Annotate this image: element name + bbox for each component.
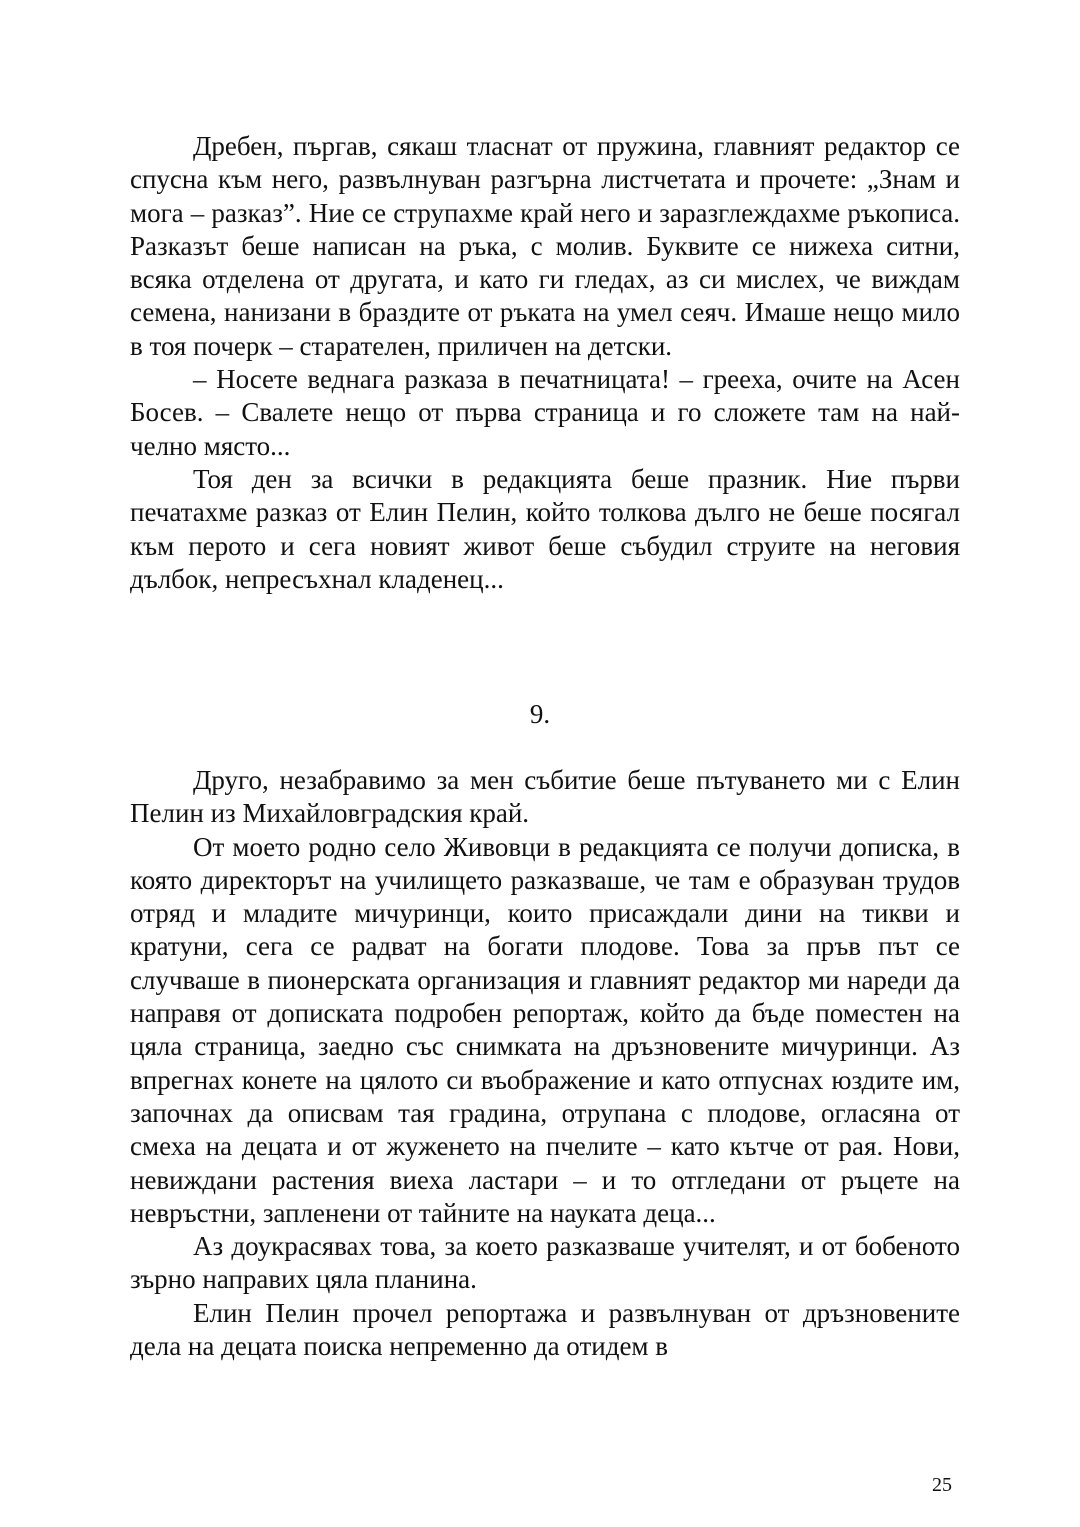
text-section-2 xyxy=(130,764,960,1363)
chapter-heading: 9. xyxy=(529,699,551,729)
paragraph: Друго, незабравимо за мен събитие беше пътуването ми с Елин Пелин из Михайловградския край. xyxy=(130,765,960,829)
page-number: 25 xyxy=(932,1474,952,1496)
paragraph: Елин Пелин прочел репортажа и развълнуван от дръзновените дела на децата поиска непременно да отидем в xyxy=(130,1297,960,1362)
paragraph: Тоя ден за всички в редакцията беше празник. Ние първи печатахме разказ от Елин Пелин, който толкова дълго не беше посягал към перото и сега новият живот беше събудил струите на неговия дълбок, непресъхнал кладенец... xyxy=(130,463,960,594)
paragraph: Дребен, пъргав, сякаш тласнат от пружина, главният редактор се спусна към него, развълнуван разгърна листчетата и прочете: „Знам и мога – разказ”. Ние се струпахме край него и заразглеждахме ръкописа. Разказът беше написан на ръка, с молив. Буквите се нижеха ситни, всяка отделена от другата, и като ги гледах, аз си мислех, че виждам семена, нанизани в браздите от ръката на умел сеяч. Имаше нещо мило в тоя почерк – старателен, приличен на детски. xyxy=(130,131,960,361)
paragraph: Аз доукрасявах това, за което разказваше учителят, и от бобеното зърно направих цяла планина. xyxy=(130,1231,960,1295)
text-section-1 xyxy=(130,130,960,596)
paragraph: – Носете веднага разказа в печатницата! – грееха, очите на Асен Босев. – Свалете нещо от първа страница и го сложете там на най-челно място... xyxy=(130,364,960,461)
paragraph: От моето родно село Живовци в редакцията се получи дописка, в която директорът на училището разказваше, че там е образуван трудов отряд и младите мичуринци, които присаждали дини на тикви и кратуни, сега се радват на богати плодове. Това за пръв път се случваше в пионерската организация и главният редактор ми нареди да направя от дописката подробен репортаж, който да бъде поместен на цяла страница, заедно със снимката на дръзновените мичуринци. Аз впрегнах конете на цялото си въображение и като отпуснах юздите им, започнах да описвам тая градина, отрупана с плодове, огласяна от смеха на децата и от жуженето на пчелите – като кътче от рая. Нови, невиждани растения виеха ластари – и то отгледани от ръцете на невръстни, запленени от тайните на науката деца... xyxy=(130,831,960,1228)
